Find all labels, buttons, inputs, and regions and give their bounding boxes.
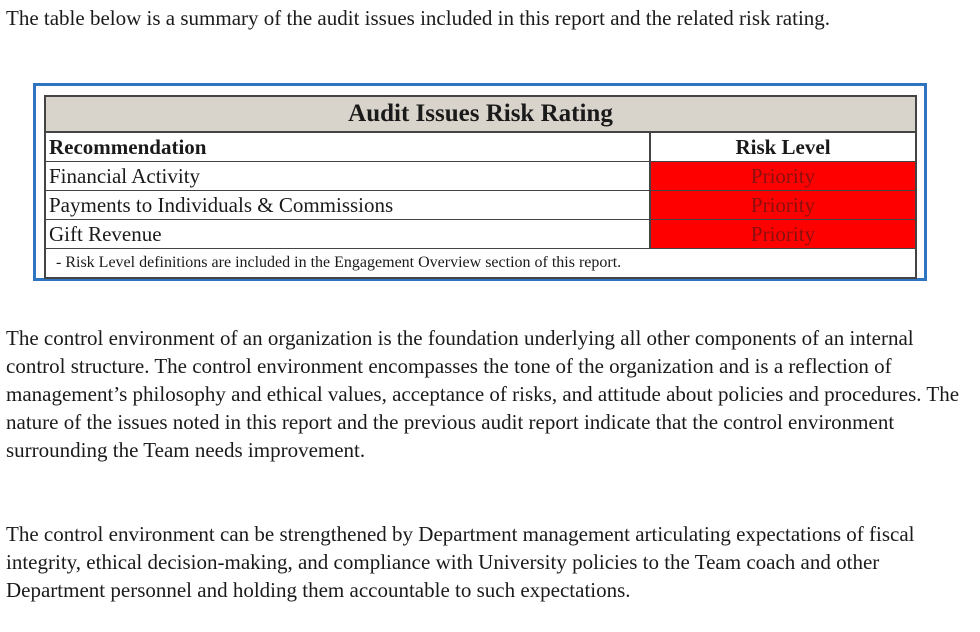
table-footnote: - Risk Level definitions are included in the Engagement Overview section of this report. bbox=[56, 254, 622, 271]
risk-level-cell: Priority bbox=[651, 220, 915, 248]
strengthening-paragraph: The control environment can be strengthened by Department management articulating expectations of fiscal integrity, ethical decision-making, and compliance with University policies to the Team coach and other Department personnel and holding them accountable to such expectations. bbox=[6, 522, 915, 602]
recommendation-cell: Financial Activity bbox=[46, 162, 651, 190]
table-header-row bbox=[46, 133, 915, 162]
table-title: Audit Issues Risk Rating bbox=[46, 97, 915, 133]
intro-paragraph: The table below is a summary of the audit issues included in this report and the related risk rating. bbox=[6, 6, 831, 30]
recommendation-cell: Gift Revenue bbox=[46, 220, 651, 248]
risk-level-cell: Priority bbox=[651, 162, 915, 190]
risk-rating-table-frame bbox=[33, 83, 927, 281]
risk-rating-table bbox=[44, 95, 917, 279]
table-row bbox=[46, 220, 915, 249]
risk-level-cell: Priority bbox=[651, 191, 915, 219]
recommendation-cell: Payments to Individuals & Commissions bbox=[46, 191, 651, 219]
table-row bbox=[46, 162, 915, 191]
control-environment-paragraph: The control environment of an organization is the foundation underlying all other components of an internal control structure. The control environment encompasses the tone of the organization and is a reflection of management’s philosophy and ethical values, acceptance of risks, and attitude about policies and procedures. The nature of the issues noted in this report and the previous audit report indicate that the control environment surrounding the Team needs improvement. bbox=[6, 326, 960, 462]
table-row bbox=[46, 191, 915, 220]
header-risk-level: Risk Level bbox=[735, 135, 831, 159]
header-recommendation: Recommendation bbox=[46, 133, 651, 161]
